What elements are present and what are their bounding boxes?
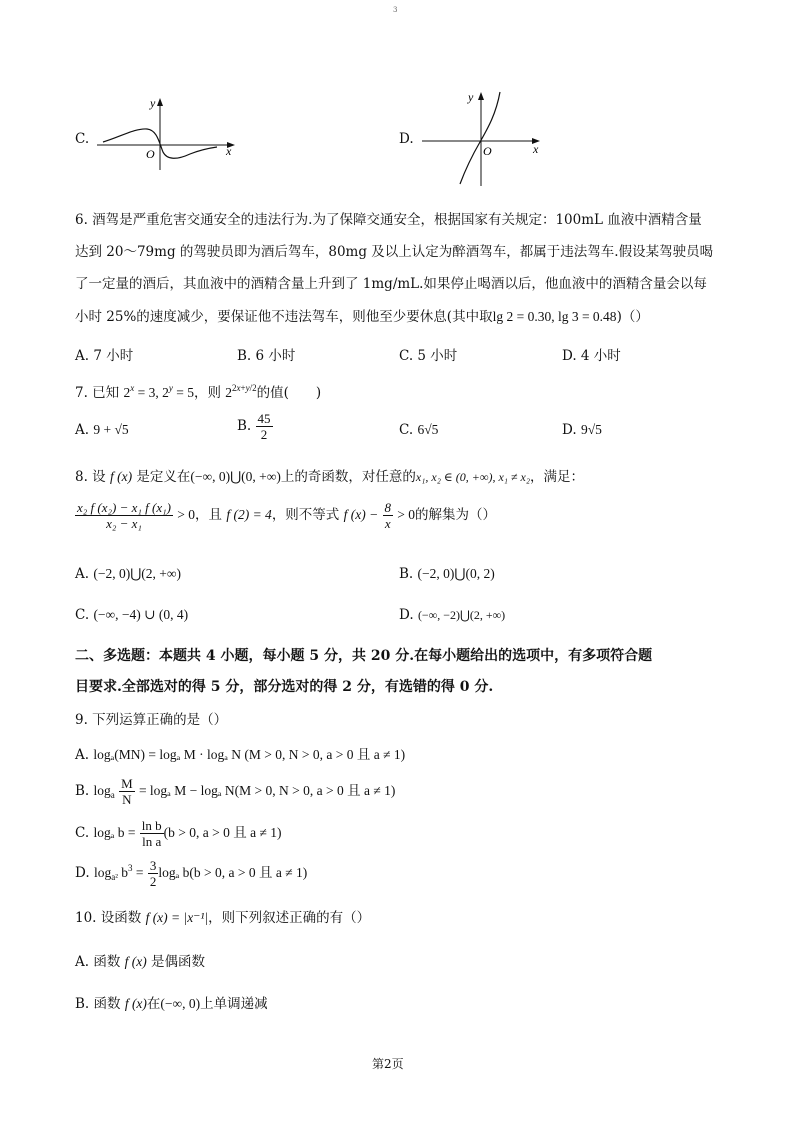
c-y-label: y (150, 96, 156, 110)
q9-option-b-num: M (121, 776, 133, 791)
q8-option-b-label: B. (399, 566, 414, 582)
q8-prefix: 8. 设 (75, 469, 106, 485)
q9-option-a-label: A. (75, 747, 90, 763)
q9-option-c-num: ln b (141, 818, 162, 833)
q7-option-a-label: A. (75, 422, 90, 438)
q8-line-1 (75, 465, 584, 485)
q7-prefix: 7. 已知 (75, 385, 120, 401)
q7-option-a (75, 422, 129, 438)
q8-fraction (75, 500, 173, 531)
q6-line-4-text: 小时 25%的速度减少，要保证他不违法驾车，则他至少要休息(其中取 (75, 309, 493, 325)
q6-line-2: 达到 20～79mg 的驾驶员即为酒后驾车，80mg 及以上认定为醉酒驾车，都属于违法驾车.假设某驾驶员喝 (75, 244, 714, 260)
q7-stem (75, 381, 321, 401)
q6-option-d: D. 4 小时 (562, 348, 621, 364)
q9-option-c (75, 818, 282, 849)
q9-option-b-frac (119, 776, 135, 807)
q9-option-d-frac (148, 858, 159, 889)
q10-stem (75, 906, 370, 926)
d-y-arrow (478, 92, 484, 100)
q10-suffix: ，则下列叙述正确的有（） (208, 910, 371, 926)
q7-option-b-label: B. (237, 418, 252, 434)
q7-expression: $2^{2x+y/2}$ (225, 383, 257, 400)
q8-line-2 (75, 500, 496, 531)
q6-line-3: 了一定量的酒后，其血液中的酒精含量上升到了 1mg/mL.如果停止喝酒以后，他血液中的酒精含量会以每 (75, 276, 707, 292)
q10-option-a (75, 950, 205, 970)
q8-ineq-post: > 0 (397, 507, 416, 522)
c-x-label: x (226, 144, 232, 158)
q9-option-d-den: 2 (149, 874, 157, 889)
q7-option-d (562, 422, 602, 438)
q9-option-c-label: C. (75, 825, 90, 841)
q8-text3: 的解集为（） (415, 507, 497, 523)
q8-option-b-math: (−2, 0)⋃(0, 2) (417, 566, 495, 581)
q8-condition: x₁, x₂ ∈ (0, +∞), x₁ ≠ x₂ (415, 470, 531, 484)
q7-option-d-label: D. (562, 422, 577, 438)
q6-line-4 (75, 305, 649, 325)
q9-option-a (75, 743, 405, 763)
q8-ineq-pre: f (x) − (343, 507, 379, 522)
q9-option-c-frac (140, 818, 164, 849)
q8-text2: ，则不等式 (271, 507, 340, 523)
q10-option-a-end: 是偶函数 (151, 954, 206, 970)
q9-option-b (75, 776, 395, 807)
option-c-label: C. (75, 131, 90, 147)
q8-domain: (−∞, 0)⋃(0, +∞) (190, 469, 281, 484)
q8-fx: f (x) (109, 469, 133, 484)
q7-given: $2^x = 3$, $2^y = 5$ (123, 383, 194, 400)
q9-option-b-log: $\log_a$ (93, 783, 115, 800)
q6-option-a: A. 7 小时 (75, 348, 134, 364)
q8-option-c (75, 607, 188, 623)
q10-option-b-math: f (x) (124, 996, 147, 1011)
q9-option-d (75, 858, 307, 889)
q9-option-c-lhs: logₐ b = (93, 825, 136, 840)
c-origin-label: O (146, 147, 155, 161)
d-y-label: y (468, 90, 474, 104)
q8-option-b (399, 566, 495, 582)
q8-option-d (399, 607, 505, 623)
q8-frac-num: x₂ f (x₂) − x₁ f (x₁) (77, 500, 171, 515)
q8-f2: f (2) = 4 (226, 507, 272, 522)
q8-option-d-math: (−∞, −2)⋃(2, +∞) (417, 608, 506, 622)
q7-option-c-math: 6√5 (417, 422, 439, 437)
d-x-label: x (533, 142, 539, 156)
q10-option-b-end: 上单调递减 (200, 996, 268, 1012)
option-d-label: D. (399, 131, 414, 147)
q9-option-b-label: B. (75, 783, 90, 799)
q7-mid: ，则 (193, 385, 221, 401)
q9-option-d-lhs: $\log_{a^2} b^3$ = (93, 863, 144, 882)
q7-option-b-frac (256, 411, 273, 442)
q6-line-1: 6. 酒驾是严重危害交通安全的违法行为.为了保障交通安全，根据国家有关规定：100mL 血液中酒精含量 (75, 212, 702, 228)
q10-option-b-interval: (−∞, 0) (160, 996, 201, 1011)
q8-option-c-math: (−∞, −4) ∪ (0, 4) (93, 607, 189, 622)
q8-gt: > 0 (177, 507, 196, 522)
q10-option-b-text: B. 函数 (75, 996, 121, 1012)
q8-option-a-label: A. (75, 566, 90, 582)
q8-ineq-num: 8 (384, 500, 391, 515)
q7-option-c-label: C. (399, 422, 414, 438)
option-c-graph (95, 92, 245, 172)
q8-option-d-label: D. (399, 607, 414, 623)
q10-math: f (x) = |x⁻¹| (145, 910, 209, 925)
q8-option-c-label: C. (75, 607, 90, 623)
q8-frac-den: x₂ − x₁ (106, 516, 142, 531)
q9-option-d-label: D. (75, 865, 90, 881)
page-footer: 第2页 (372, 1057, 404, 1071)
q8-option-a-math: (−2, 0)⋃(2, +∞) (93, 566, 182, 581)
q6-line-4-end: )（） (616, 309, 649, 325)
q6-option-c: C. 5 小时 (399, 348, 458, 364)
q8-option-a (75, 566, 181, 582)
q8-mid2: 上的奇函数，对任意的 (280, 469, 416, 485)
q10-option-a-math: f (x) (124, 954, 147, 969)
d-curve (460, 92, 500, 184)
q9-option-d-rhs: logₐ b(b > 0, a > 0 且 a ≠ 1) (158, 865, 308, 880)
q9-option-c-rhs: (b > 0, a > 0 且 a ≠ 1) (163, 825, 282, 840)
q7-option-d-math: 9√5 (580, 422, 602, 437)
q10-prefix: 10. 设函数 (75, 910, 142, 926)
q9-option-b-den: N (122, 792, 132, 807)
section2-line-2: 目要求.全部选对的得 5 分，部分选对的得 2 分，有选错的得 0 分. (75, 679, 494, 695)
q7-option-b (237, 411, 273, 442)
q8-ineq-den: x (384, 516, 391, 531)
option-d-graph (418, 84, 548, 188)
q6-line-4-math: lg 2 = 0.30, lg 3 = 0.48 (492, 309, 617, 324)
section2-line-1: 二、多选题：本题共 4 小题，每小题 5 分，共 20 分.在每小题给出的选项中，有多项符合题 (75, 648, 653, 664)
q8-ineq-frac (383, 500, 394, 531)
q7-option-c (399, 422, 438, 438)
q8-text1: ，且 (195, 507, 223, 523)
q7-option-a-math: 9 + √5 (93, 422, 129, 437)
q9-stem: 9. 下列运算正确的是（） (75, 712, 228, 728)
q9-option-a-math: logₐ(MN) = logₐ M · logₐ N (M > 0, N > 0, a > 0 且 a ≠ 1) (93, 747, 406, 762)
q10-option-b (75, 992, 268, 1012)
page-mark: 3 (393, 6, 398, 14)
q8-end: ，满足： (530, 469, 585, 485)
q8-mid: 是定义在 (136, 469, 191, 485)
q9-option-d-num: 3 (149, 858, 157, 873)
q10-option-a-text: A. 函数 (75, 954, 121, 970)
d-origin-label: O (483, 144, 492, 158)
q6-option-b: B. 6 小时 (237, 348, 296, 364)
q10-option-b-mid: 在 (146, 996, 161, 1012)
q7-option-b-den: 2 (260, 427, 268, 442)
q7-suffix: 的值( ) (256, 385, 322, 401)
q9-option-c-den: ln a (142, 834, 162, 849)
c-y-arrow (157, 98, 163, 106)
q7-option-b-num: 45 (257, 411, 271, 426)
q9-option-b-math: = logₐ M − logₐ N(M > 0, N > 0, a > 0 且 a ≠ 1) (138, 783, 396, 798)
